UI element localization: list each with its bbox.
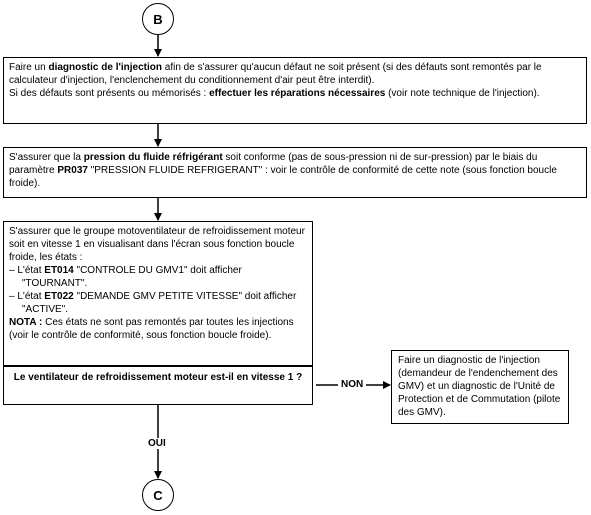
connector-start-circle <box>142 3 174 35</box>
step2-emphasis-pressure: pression du fluide réfrigérant <box>83 152 223 163</box>
step3-fan-check-box <box>3 221 313 366</box>
note-label: NOTA : <box>9 317 43 328</box>
connector-end-circle <box>142 479 174 511</box>
list-item: – L'état ET014 "CONTROLE DU GMV1" doit afficher "TOURNANT". <box>9 265 242 289</box>
decision-question-box <box>3 366 313 405</box>
branch-yes-label: OUI <box>148 438 166 449</box>
step2-emphasis-parameter: PR037 <box>57 165 88 176</box>
step3-status-list <box>9 264 307 316</box>
status-code-et014: ET014 <box>44 265 74 276</box>
step1-emphasis-diagnostic: diagnostic de l'injection <box>48 62 162 73</box>
connector-end-label: C <box>153 487 163 503</box>
step1-paragraph-2: Si des défauts sont présents ou mémorisés : effectuer les réparations nécessaires (voir note technique de l'injection). <box>9 88 540 99</box>
step2-pressure-box <box>3 147 587 198</box>
step1-diagnostic-box <box>3 57 587 124</box>
step1-emphasis-repairs: effectuer les réparations nécessaires <box>209 88 386 99</box>
decision-question-text: Le ventilateur de refroidissement moteur est-il en vitesse 1 ? <box>13 372 303 383</box>
step3-intro: S'assurer que le groupe motoventilateur de refroidissement moteur soit en vitesse 1 en visualisant dans l'écran sous fonction boucle froide, les états : <box>9 226 305 263</box>
branch-no-label: NON <box>338 379 366 390</box>
connector-start-label: B <box>153 11 163 27</box>
list-item: – L'état ET022 "DEMANDE GMV PETITE VITESSE" doit afficher "ACTIVE". <box>9 291 297 315</box>
step3-note: NOTA : Ces états ne sont pas remontés par toutes les injections (voir le contrôle de conformité, sous fonction boucle froide). <box>9 317 294 341</box>
no-branch-action-text: Faire un diagnostic de l'injection (demandeur de l'endenchement des GMV) et un diagnostic de l'Unité de Protection et de Commutation (pilote des GMV). <box>398 355 561 418</box>
step2-paragraph: S'assurer que la pression du fluide réfrigérant soit conforme (pas de sous-pression ni de sur-pression) par le biais du paramètre PR037 "PRESSION FLUIDE REFRIGERANT" : voir le contrôle de conformité de cette note (sous fonction boucle froide). <box>9 152 557 189</box>
step1-paragraph-1: Faire un diagnostic de l'injection afin de s'assurer qu'aucun défaut ne soit présent (si des défauts sont remontés par le calculateur d'injection, l'enclenchement du conditionnement d'air peut être interdit). <box>9 62 542 86</box>
status-code-et022: ET022 <box>44 291 74 302</box>
no-branch-action-box <box>391 350 569 424</box>
